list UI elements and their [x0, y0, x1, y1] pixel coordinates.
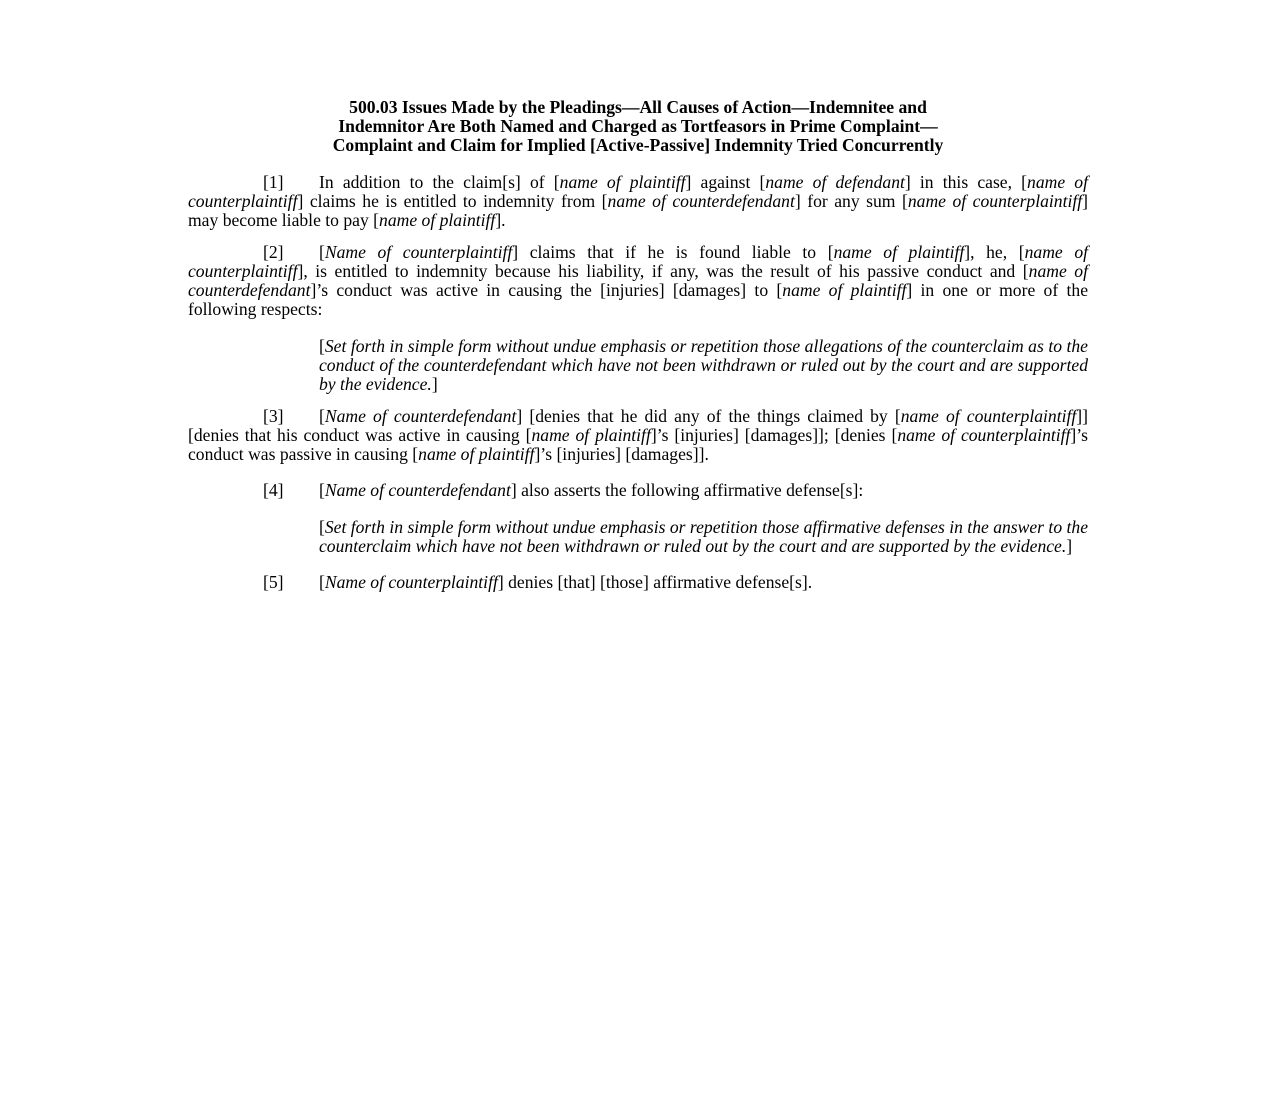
document-page: [188, 98, 1088, 605]
paragraph-5: [5] [Name of counterplaintiff] denies [that] [those] affirmative defense[s].: [263, 572, 813, 593]
title-line-1: 500.03 Issues Made by the Pleadings—All Causes of Action—Indemnitee and: [349, 97, 927, 117]
paragraph-number: [2]: [263, 242, 284, 262]
title-line-3: Complaint and Claim for Implied [Active-Passive] Indemnity Tried Concurrently: [332, 135, 944, 155]
paragraph-2: [2] [Name of counterplaintiff] claims that if he is found liable to [name of plaintiff], he, [name of counterplaintiff], is entitled to indemnity because his liability, if any, was the result of his passive conduct and [name of counterdefendant]’s conduct was active in causing the [injuries] [damages] to [name of plaintiff] in one or more of the following respects:: [188, 242, 1089, 319]
paragraph-1: [1] In addition to the claim[s] of [name of plaintiff] against [name of defendant] in this case, [name of counterplaintiff] claims he is entitled to indemnity from [name of counterdefendant] for any sum [name of counterplaintiff] may become liable to pay [name of plaintiff].: [188, 172, 1088, 230]
paragraph-number: [5]: [263, 572, 284, 593]
paragraph-3: [3] [Name of counterdefendant] [denies that he did any of the things claimed by [name of counterplaintiff]] [denies that his conduct was active in causing [name of plaintiff]’s [injuries] [damages]]; [denies [name of counterplaintiff]’s conduct was passive in causing [name of plaintiff]’s [injuries] [damages]].: [188, 405, 1089, 464]
paragraph-number: [3]: [263, 405, 284, 426]
paragraph-number: [1]: [263, 172, 284, 192]
paragraph-4: [4] [Name of counterdefendant] also asserts the following affirmative defense[s]:: [263, 480, 864, 501]
paragraph-number: [4]: [263, 480, 284, 501]
title-line-2: Indemnitor Are Both Named and Charged as Tortfeasors in Prime Complaint—: [338, 116, 938, 136]
section-title: [188, 98, 1088, 155]
instruction-note-1: [Set forth in simple form without undue emphasis or repetition those allegations of the counterclaim as to the conduct of the counterdefendant which have not been withdrawn or ruled out by the court and are supported by the evidence.]: [319, 335, 1088, 394]
instruction-note-2: [Set forth in simple form without undue emphasis or repetition those affirmative defenses in the answer to the counterclaim which have not been withdrawn or ruled out by the court and are supported by the evidence.]: [319, 516, 1089, 556]
